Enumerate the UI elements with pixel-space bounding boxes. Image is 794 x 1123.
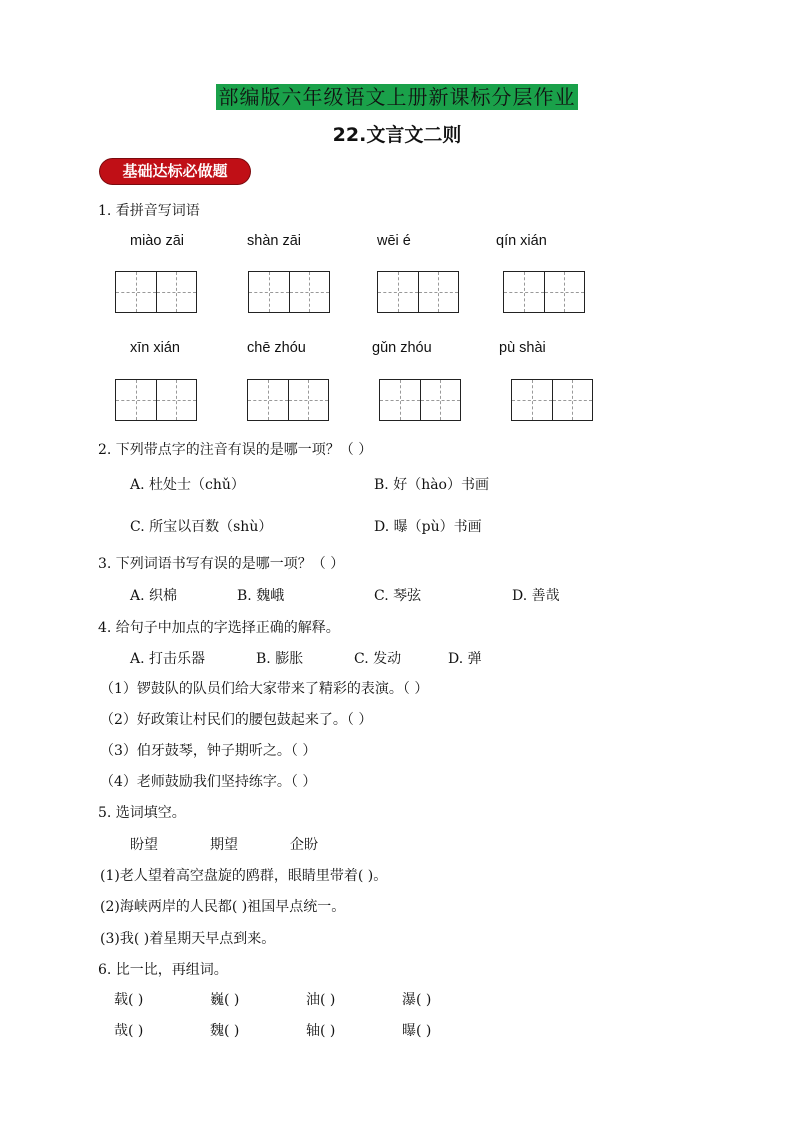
q4-option-c: C. 发动 <box>354 651 402 667</box>
writing-grid[interactable] <box>248 271 330 313</box>
q3-option-c: C. 琴弦 <box>374 588 422 604</box>
question-1-label: 1. 看拼音写词语 <box>98 203 200 219</box>
writing-grid[interactable] <box>377 271 459 313</box>
pinyin-6: chē zhóu <box>247 340 306 356</box>
q4-item-3: （3）伯牙鼓琴，钟子期听之。（ ） <box>100 743 317 759</box>
question-2-label: 2. 下列带点字的注音有误的是哪一项？（ ） <box>98 442 373 458</box>
q6-pair-1a: 载( ) <box>114 992 144 1008</box>
question-4-label: 4. 给句子中加点的字选择正确的解释。 <box>98 620 340 636</box>
q4-option-b: B. 膨胀 <box>256 651 304 667</box>
q3-option-b: B. 魏峨 <box>237 588 285 604</box>
writing-grid[interactable] <box>247 379 329 421</box>
q5-word-3: 企盼 <box>290 837 318 853</box>
q6-pair-2a: 巍( ) <box>210 992 240 1008</box>
pinyin-5: xīn xián <box>130 340 180 356</box>
pinyin-3: wēi é <box>377 233 411 249</box>
q2-option-a: A. 杜处士（chǔ） <box>130 477 245 493</box>
q3-option-d: D. 善哉 <box>512 588 560 604</box>
writing-grid[interactable] <box>379 379 461 421</box>
q4-option-a: A. 打击乐器 <box>130 651 206 667</box>
q5-word-1: 盼望 <box>130 837 158 853</box>
section-badge: 基础达标必做题 <box>100 159 250 184</box>
q6-pair-2b: 魏( ) <box>210 1023 240 1039</box>
q6-pair-3b: 轴( ) <box>306 1023 336 1039</box>
q2-option-b: B. 好（hào）书画 <box>374 477 489 493</box>
question-5-label: 5. 选词填空。 <box>98 805 186 821</box>
q3-option-a: A. 织棉 <box>130 588 178 604</box>
q6-pair-1b: 哉( ) <box>114 1023 144 1039</box>
pinyin-2: shàn zāi <box>247 233 302 249</box>
question-3-label: 3. 下列词语书写有误的是哪一项？（ ） <box>98 556 345 572</box>
writing-grid[interactable] <box>511 379 593 421</box>
question-6-label: 6. 比一比，再组词。 <box>98 962 228 978</box>
q5-word-2: 期望 <box>210 837 238 853</box>
pinyin-4: qín xián <box>496 233 547 249</box>
q5-item-1: (1)老人望着高空盘旋的鸥群，眼睛里带着( )。 <box>100 868 388 884</box>
q5-item-3: (3)我( )着星期天早点到来。 <box>100 931 276 947</box>
page-title: 22.文言文二则 <box>332 124 462 146</box>
pinyin-8: pù shài <box>499 340 546 356</box>
q4-option-d: D. 弹 <box>448 651 482 667</box>
q6-pair-4a: 瀑( ) <box>402 992 432 1008</box>
q5-item-2: (2)海峡两岸的人民都( )祖国早点统一。 <box>100 899 346 915</box>
q4-item-2: （2）好政策让村民们的腰包鼓起来了。（ ） <box>100 712 373 728</box>
pinyin-7: gǔn zhóu <box>372 340 432 356</box>
series-banner: 部编版六年级语文上册新课标分层作业 <box>216 84 578 110</box>
writing-grid[interactable] <box>115 271 197 313</box>
q4-item-4: （4）老师鼓励我们坚持练字。（ ） <box>100 774 317 790</box>
q6-pair-3a: 油( ) <box>306 992 336 1008</box>
writing-grid[interactable] <box>115 379 197 421</box>
q2-option-c: C. 所宝以百数（shù） <box>130 519 273 535</box>
q2-option-d: D. 曝（pù）书画 <box>374 519 482 535</box>
pinyin-1: miào zāi <box>130 233 184 249</box>
q6-pair-4b: 曝( ) <box>402 1023 432 1039</box>
q4-item-1: （1）锣鼓队的队员们给大家带来了精彩的表演。（ ） <box>100 681 429 697</box>
writing-grid[interactable] <box>503 271 585 313</box>
